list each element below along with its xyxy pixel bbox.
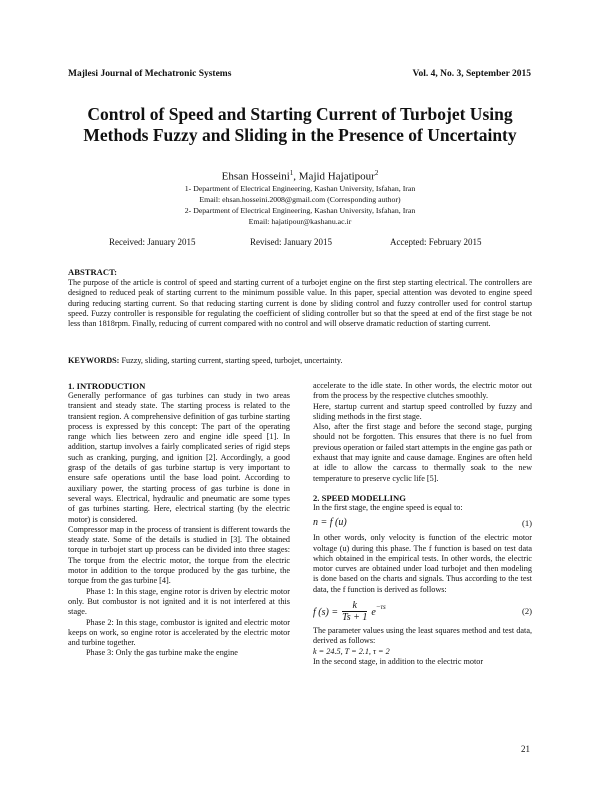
intro-heading: 1. INTRODUCTION <box>68 381 146 391</box>
accepted-date: Accepted: February 2015 <box>390 237 482 247</box>
equation-1-number: (1) <box>521 518 532 529</box>
left-column <box>68 381 290 659</box>
author-1: Ehsan Hosseini <box>221 170 290 183</box>
paper-title <box>60 104 540 146</box>
keywords-text: Fuzzy, sliding, starting current, starting speed, turbojet, uncertainty. <box>119 356 343 365</box>
author-2-mark: 2 <box>374 169 379 177</box>
intro-paragraph-2: Compressor map in the process of transient is different towards the steady state. Some of the details is studied in [3]. The obtained torque in turbojet start up process can be divided into three stages: The torque from the electric motor, the torque from the electric motor in addition to the torque produced by the gas turbine, the torque from the gas turbine [4]. <box>68 524 290 586</box>
intro-phase-2: Phase 2: In this stage, combustor is ignited and electric motor keeps on work, so engine rotor is accelerated by the electric motor and turbine together. <box>68 617 290 648</box>
affiliation-1: 1- Department of Electrical Engineering, Kashan University, Isfahan, Iran <box>184 184 416 193</box>
abstract-text: The purpose of the article is control of speed and starting current of a turbojet engine on the first step starting electrical. The controllers are designed to reduced peak of starting current to the minimum possible value. In this paper, special attention was devoted to engine speed during reducing starting current. So that reducing starting current is done by sliding control and fuzzy controller used for control startup speed. Fuzzy controller is responsible for regulating the coefficient of sliding controller but so that the speed at end of the first stage be not less than 1818rpm. Finally, reducing of current compared with no control and will observe dramatic reduction of starting current. <box>68 278 532 329</box>
equation-2-fraction <box>342 600 367 623</box>
equation-2-exponent: −τs <box>375 602 386 611</box>
intro-phase-1: Phase 1: In this stage, engine rotor is driven by electric motor only. But combustor is not ignited and it is not interfered at this stage. <box>68 586 290 617</box>
intro-continued-3: Also, after the first stage and before the second stage, purging should not be forgotten. This ensures that there is no fuel from previous operation or failed start attempts in the engine gas path or exhaust that may ignite and cause damage. Engines are often held at idle to allow the carcass to thermally soak to the new temperature to preserve cyclic life [5]. <box>313 422 532 483</box>
equation-1 <box>313 516 532 533</box>
author-1-mark: 1 <box>289 169 294 177</box>
speed-paragraph-3: The parameter values using the least squares method and test data, derived as follows: <box>313 626 532 646</box>
equation-2-denominator: Ts + 1 <box>342 612 368 624</box>
email-1: Email: ehsan.hosseini.2008@gmail.com (Corresponding author) <box>199 195 401 204</box>
speed-paragraph-4: In the second stage, in addition to the electric motor <box>313 656 484 666</box>
page-number: 21 <box>521 744 530 754</box>
author-list <box>0 169 600 183</box>
equation-1-body: n = f (u) <box>313 517 347 529</box>
title-line-1: Control of Speed and Starting Current of Turbojet Using <box>87 104 513 124</box>
speed-paragraph-2: In other words, only velocity is function of the electric motor voltage (u) during this phase. The f function is based on test data which obtained in the empirical tests. In other words, the electric motor curves are obtained under load turbojet and then modeling is done based on the charts and signals. Thus according to the test data, the f function is derived as follows: <box>313 533 532 594</box>
author-2: Majid Hajatipour <box>298 170 375 183</box>
intro-phase-3: Phase 3: Only the gas turbine make the engine <box>86 648 238 658</box>
equation-2-number: (2) <box>521 606 532 617</box>
affiliation-2: 2- Department of Electrical Engineering, Kashan University, Isfahan, Iran <box>184 206 416 215</box>
abstract-heading: ABSTRACT: <box>68 267 118 277</box>
equation-2-exponential: e <box>371 607 376 619</box>
revised-date: Revised: January 2015 <box>250 237 332 247</box>
speed-heading: 2. SPEED MODELLING <box>313 492 406 503</box>
email-2: Email: hajatipour@kashanu.ac.ir <box>248 217 352 226</box>
intro-continued-1: accelerate to the idle state. In other words, the electric motor out from the process by the respective clutches smoothly. <box>313 381 532 401</box>
author-separator: , <box>293 170 299 183</box>
received-date: Received: January 2015 <box>109 237 196 247</box>
equation-2-lhs: f (s) = <box>313 607 339 619</box>
parameter-values: k = 24.5, T = 2.1, τ = 2 <box>313 646 390 656</box>
title-line-2: Methods Fuzzy and Sliding in the Presence of Uncertainty <box>83 125 517 145</box>
intro-paragraph-1: Generally performance of gas turbines can study in two areas transient and steady state. The starting process is related to the transient region. A comprehensive definition of gas turbine starting process is expressed by this concept: The part of the operating range which lies between zero and engine idle speed [1]. In addition, startup involves a fairly complicated series of rigid steps such as cranking, purging, and ignition [2]. Accordingly, a good grasp of the details of gas turbine startup is very important to ensure safe operations until the base load point. According to auxiliary power, the starting process of gas turbine is done in several ways. Electrical, hydraulic and pneumatic are some types of gas turbines starting. Here, electrical starting (by the electric motor) is considered. <box>68 391 290 524</box>
equation-2-numerator: k <box>342 600 367 612</box>
journal-name: Majlesi Journal of Mechatronic Systems <box>68 69 232 79</box>
equation-2 <box>313 598 532 626</box>
intro-continued-2: Here, startup current and startup speed controlled by fuzzy and sliding methods in the first stage. <box>313 401 532 421</box>
keywords-label: KEYWORDS: <box>68 356 120 365</box>
keywords <box>68 356 532 366</box>
volume-info: Vol. 4, No. 3, September 2015 <box>412 69 531 79</box>
right-column <box>313 381 532 667</box>
speed-paragraph-1: In the first stage, the engine speed is equal to: <box>313 502 463 512</box>
